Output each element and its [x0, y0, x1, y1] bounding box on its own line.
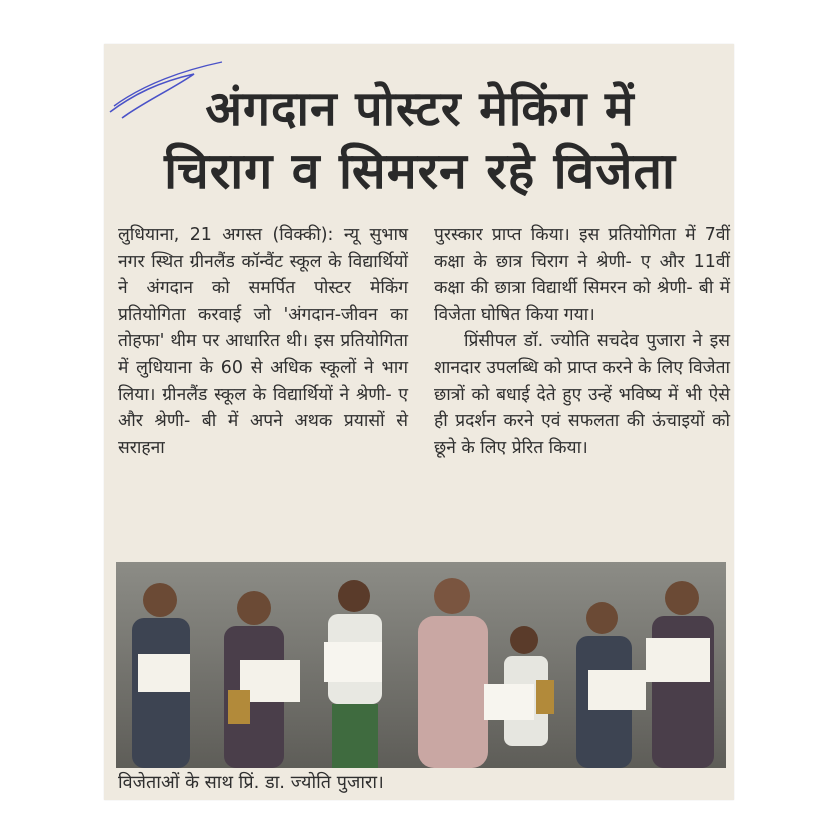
headline-line-1: अंगदान पोस्टर मेकिंग में — [205, 81, 635, 137]
group-photo — [116, 562, 726, 768]
headline-line-2: चिराग व सिमरन रहे विजेता — [164, 142, 676, 200]
article-paragraph: लुधियाना, 21 अगस्त (विक्की): न्यू सुभाष नगर स्थित ग्रीनलैंड कॉन्वैंट स्कूल के विद्यार्थियों ने अंगदान को समर्पित पोस्टर मेकिंग प्रतियोगिता करवाई जो 'अंगदान-जीवन का तोहफा' थीम पर आधारित थी। इस प्रतियोगिता में लुधियाना के 60 से अधिक स्कूलों ने भाग लिया। ग्रीनलैंड स्कूल के विद्यार्थियों ने श्रेणी- ए और श्रेणी- बी में अपने अथक प्रयासों से सराहना — [118, 225, 408, 458]
article-paragraph: पुरस्कार प्राप्त किया। इस प्रतियोगिता में 7वीं कक्षा के छात्र चिराग ने श्रेणी- ए और 11वीं कक्षा की छात्रा विद्यार्थी सिमरन को श्रेणी- बी में विजेता घोषित किया गया। — [434, 225, 730, 325]
article-left-column — [118, 222, 408, 554]
newspaper-clipping — [104, 44, 734, 800]
article-paragraph: प्रिंसीपल डॉ. ज्योति सचदेव पुजारा ने इस शानदार उपलब्धि को प्राप्त करने के लिए विजेता छात्रों को बधाई देते हुए उन्हें भविष्य में भी ऐसे ही प्रदर्शन करने एवं सफलता की ऊंचाइयों को छूने के लिए प्रेरित किया। — [434, 331, 730, 458]
photo-illustration — [116, 562, 726, 768]
article-right-column — [434, 222, 730, 554]
photo-caption: विजेताओं के साथ प्रिं. डा. ज्योति पुजारा। — [118, 772, 384, 793]
headline — [114, 78, 726, 202]
